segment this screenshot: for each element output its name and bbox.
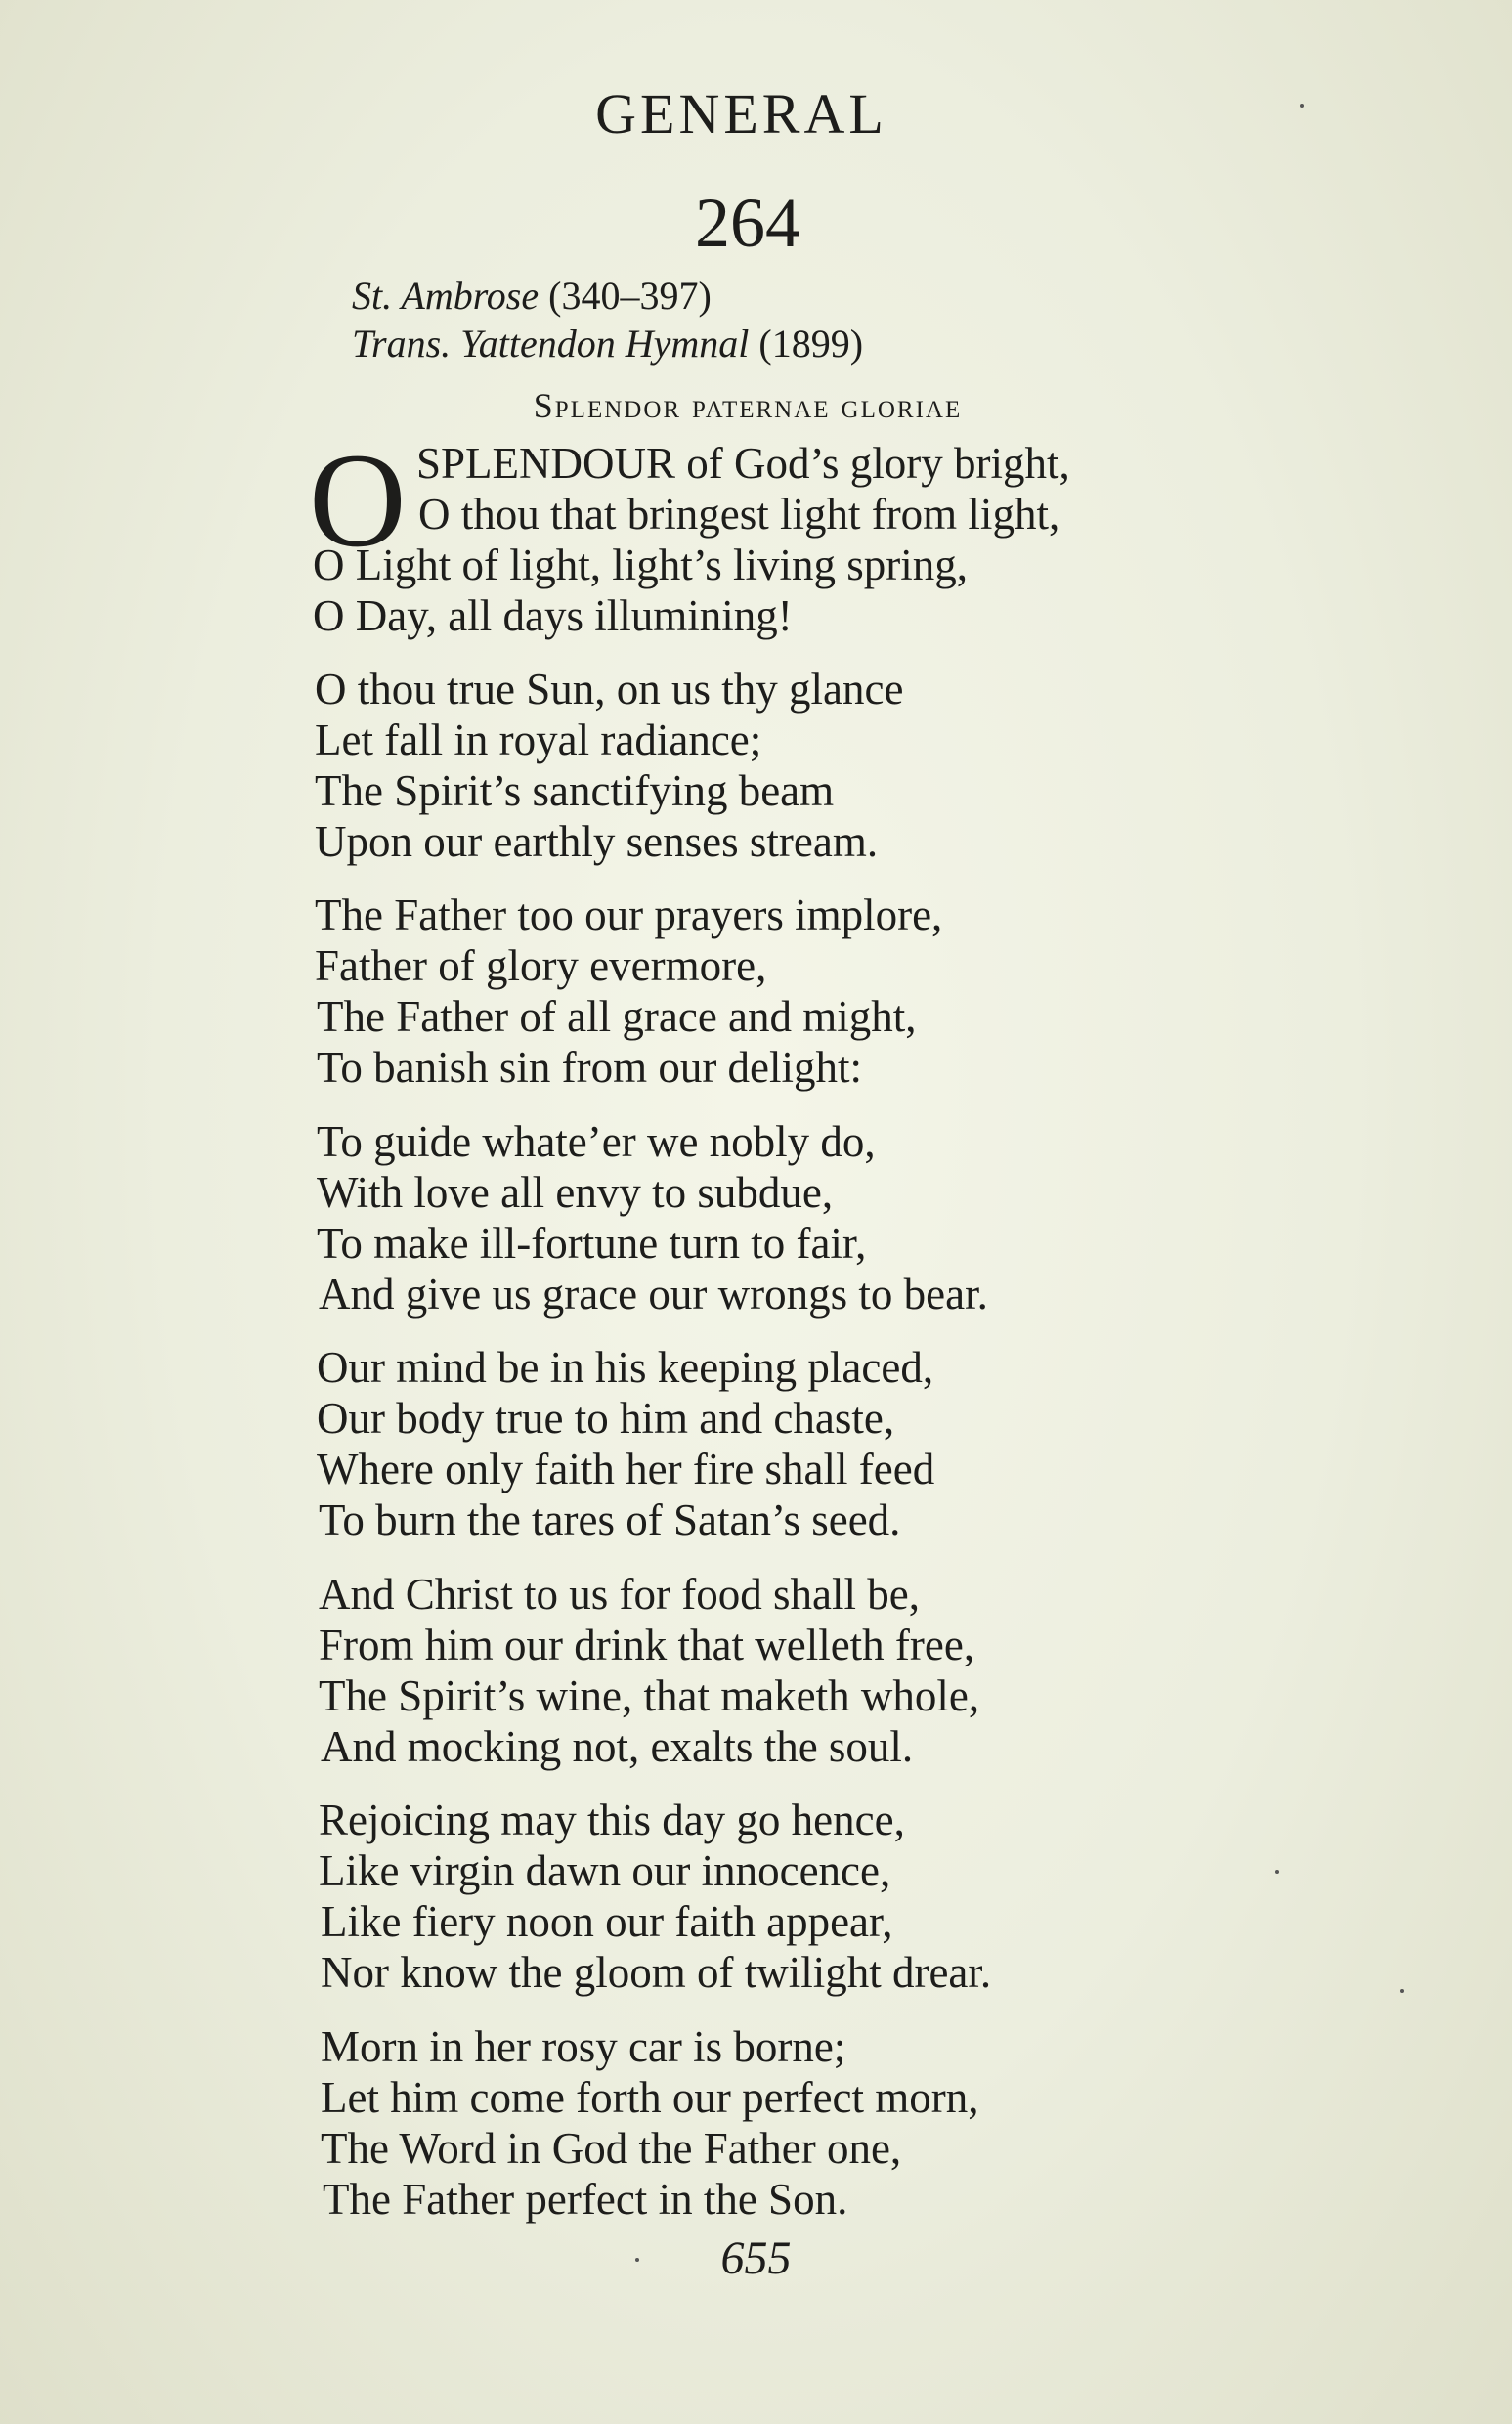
translator-prefix: Trans. <box>352 322 452 366</box>
page-number: 655 <box>720 2232 792 2284</box>
hymn-line: O Day, all days illumining! <box>313 591 793 640</box>
hymn-line: Where only faith her fire shall feed <box>317 1445 935 1493</box>
hymn-line: Our body true to him and chaste, <box>317 1394 895 1443</box>
hymn-line: Like virgin dawn our innocence, <box>319 1846 891 1895</box>
hymn-line: Upon our earthly senses stream. <box>315 817 879 866</box>
author-attribution <box>352 273 712 320</box>
hymn-number: 264 <box>695 184 800 262</box>
hymn-line: And mocking not, exalts the soul. <box>321 1722 914 1771</box>
hymn-line: With love all envy to subdue, <box>317 1168 834 1217</box>
hymn-line: Let him come forth our perfect morn, <box>321 2073 979 2122</box>
hymn-line: Morn in her rosy car is borne; <box>321 2022 846 2071</box>
hymn-line: Father of glory evermore, <box>315 941 767 990</box>
translator-attribution <box>352 321 863 368</box>
hymn-line: The Spirit’s wine, that maketh whole, <box>319 1671 980 1720</box>
author-name: St. Ambrose <box>352 274 540 318</box>
hymn-line: And Christ to us for food shall be, <box>319 1570 920 1619</box>
paper-speck <box>635 2258 639 2262</box>
hymn-line: From him our drink that welleth free, <box>319 1621 975 1669</box>
hymn-line: Rejoicing may this day go hence, <box>319 1796 905 1844</box>
hymn-line: Our mind be in his keeping placed, <box>317 1343 934 1392</box>
section-heading: GENERAL <box>595 82 887 146</box>
hymn-line: To banish sin from our delight: <box>317 1043 863 1092</box>
hymn-line: And give us grace our wrongs to bear. <box>319 1270 988 1319</box>
hymn-line: Nor know the gloom of twilight drear. <box>321 1948 992 1997</box>
hymn-line: The Word in God the Father one, <box>321 2124 902 2173</box>
hymn-line: The Father too our prayers implore, <box>315 890 943 939</box>
hymn-line: The Father of all grace and might, <box>317 992 917 1041</box>
hymn-line: O Light of light, light’s living spring, <box>313 541 969 589</box>
hymn-line: Like fiery noon our faith appear, <box>321 1897 893 1946</box>
paper-speck <box>1275 1870 1279 1874</box>
hymn-line: To guide whate’er we nobly do, <box>317 1117 876 1166</box>
drop-cap: O <box>309 425 407 575</box>
latin-title: Splendor paternae gloriae <box>533 386 963 425</box>
paper-speck <box>1400 1989 1404 1993</box>
hymn-line: SPLENDOUR of God’s glory bright, <box>416 439 1070 488</box>
hymn-line: The Spirit’s sanctifying beam <box>315 766 835 815</box>
hymn-line: To make ill-fortune turn to fair, <box>317 1219 867 1268</box>
hymn-line: Let fall in royal radiance; <box>315 715 762 764</box>
hymn-line: The Father perfect in the Son. <box>323 2175 848 2224</box>
paper-speck <box>1300 104 1304 108</box>
translator-year: (1899) <box>758 322 864 366</box>
translator-name: Yattendon Hymnal <box>460 322 750 366</box>
hymn-line: To burn the tares of Satan’s seed. <box>319 1495 901 1544</box>
hymn-line: O thou true Sun, on us thy glance <box>315 665 904 714</box>
author-dates: (340–397) <box>548 274 712 318</box>
hymn-line: O thou that bringest light from light, <box>418 490 1060 539</box>
